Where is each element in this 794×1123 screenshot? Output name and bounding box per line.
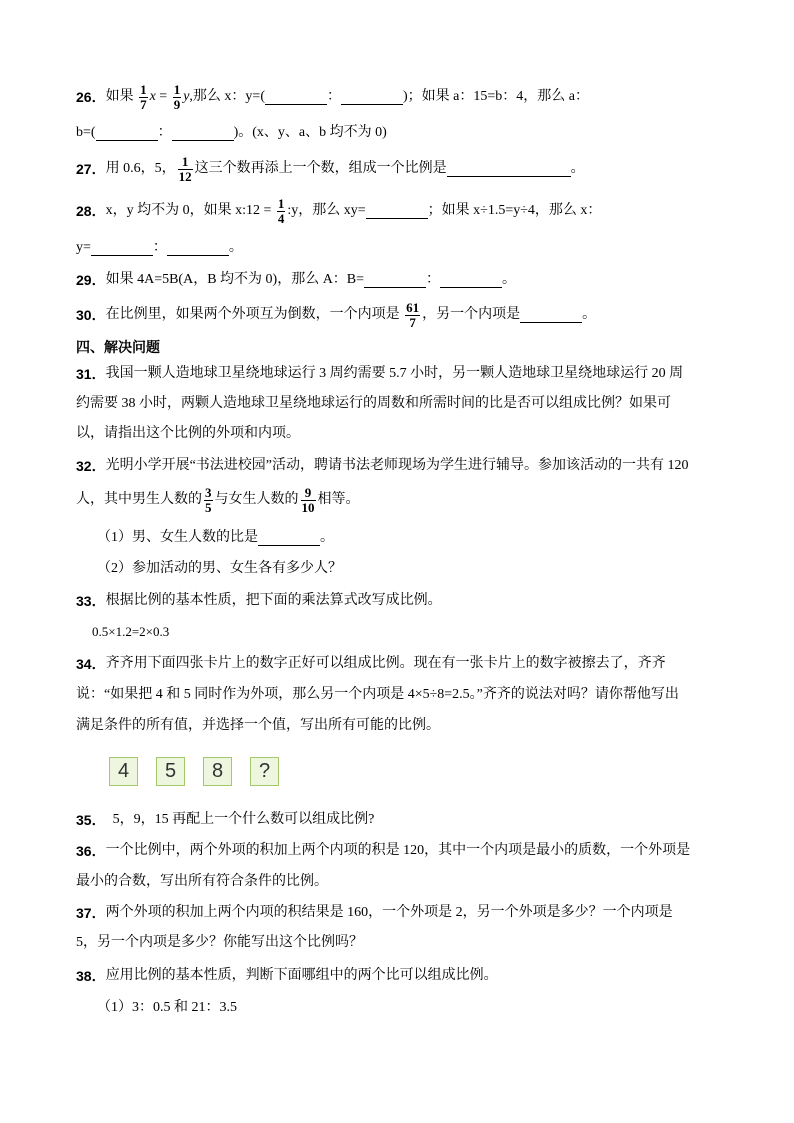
q34-line-2 [76, 685, 679, 705]
number-card-unknown: ? [250, 757, 279, 786]
question-text: )；如果 a：15=b：4，那么 a： [402, 89, 589, 104]
question-text: 。 [570, 161, 585, 176]
fraction-numerator: 1 [178, 155, 193, 170]
q28-line-2 [76, 238, 243, 258]
answer-blank [520, 307, 582, 323]
fraction-denominator: 10 [301, 499, 315, 515]
question-text: 光明小学开展“书法进校园”活动，聘请书法老师现场为学生进行辅导。参加该活动的一共有 120 [105, 458, 689, 473]
fraction-denominator: 7 [409, 314, 416, 330]
question-text: 相等。 [317, 492, 360, 507]
answer-blank [91, 240, 153, 256]
q32-subquestion-1 [97, 528, 334, 548]
question-number: 27． [76, 161, 106, 177]
q29-line-1 [76, 270, 516, 290]
question-text: 如果 4A=5B(A，B 均不为 0)，那么 A：B= [105, 272, 365, 287]
fraction [173, 83, 182, 112]
fraction [301, 486, 316, 515]
fraction-denominator: 5 [205, 499, 212, 515]
question-number: 32． [76, 458, 106, 474]
question-text: ；如果 x÷1.5=y÷4，那么 x： [427, 203, 602, 218]
fraction-numerator: 3 [205, 484, 212, 500]
ratio-colon: ： [157, 125, 172, 140]
question-text: 。 [502, 272, 517, 287]
subquestion-text: （1）男、女生人数的比是 [97, 530, 258, 545]
question-text: 说：“如果把 4 和 5 同时作为外项，那么另一个内项是 4×5÷8=2.5。”齐齐的说法对吗？请你帮他写出 [76, 687, 679, 702]
question-text: )。(x、y、a、b 均不为 0) [233, 125, 387, 140]
question-text: 与女生人数的 [214, 492, 299, 507]
q34-line-3 [76, 716, 440, 736]
answer-blank [258, 530, 320, 546]
number-cards [109, 757, 279, 786]
q27-line-1 [76, 153, 585, 184]
question-number: 36． [76, 843, 106, 859]
fraction-numerator: 1 [140, 81, 147, 97]
q30-line-1 [76, 299, 597, 330]
subquestion-text: （2）参加活动的男、女生各有多少人？ [97, 561, 342, 576]
subquestion-text: （1）3：0.5 和 21：3.5 [97, 1000, 237, 1015]
question-text: 如果 [105, 89, 138, 104]
fraction-numerator: 9 [301, 486, 316, 501]
q36-line-1 [76, 841, 690, 861]
question-text: 5，另一个内项是多少？你能写出这个比例吗？ [76, 935, 363, 950]
fraction-numerator: 1 [173, 81, 181, 97]
q38-subquestion-1 [97, 998, 237, 1018]
q32-subquestion-2 [97, 559, 342, 579]
question-text: 齐齐用下面四张卡片上的数字正好可以组成比例。现在有一张卡片上的数字被擦去了，齐齐 [105, 656, 666, 671]
question-text: x，y 均不为 0，如果 [105, 203, 236, 218]
number-card: 5 [156, 757, 185, 786]
question-number: 31． [76, 366, 106, 382]
q32-line-2 [76, 484, 360, 515]
q35-line-1 [76, 810, 374, 830]
question-number: 38． [76, 968, 106, 984]
question-number: 28． [76, 203, 106, 219]
question-number: 29． [76, 272, 106, 288]
answer-blank [167, 240, 229, 256]
number-card: 4 [109, 757, 138, 786]
q31-line-1 [76, 364, 683, 384]
question-text: 应用比例的基本性质，判断下面哪组中的两个比可以组成比例。 [105, 968, 498, 983]
question-text: 5，9，15 再配上一个什么数可以组成比例? [105, 812, 375, 827]
question-text: 以，请指出这个比例的外项和内项。 [76, 426, 300, 441]
question-text: 满足条件的所有值，并选择一个值，写出所有可能的比例。 [76, 718, 440, 733]
question-text: 两个外项的积加上两个内项的积结果是 160，一个外项是 2，另一个外项是多少？一个内项是 [105, 905, 673, 920]
q33-line-1 [76, 591, 442, 611]
question-number: 34． [76, 656, 106, 672]
question-text: 一个比例中，两个外项的积加上两个内项的积是 120，其中一个内项是最小的质数，一个外项是 [105, 843, 691, 858]
question-text: :y，那么 xy= [287, 203, 366, 218]
fraction-denominator: 12 [178, 168, 192, 184]
answer-blank [366, 203, 428, 219]
question-text: 。 [582, 307, 597, 322]
question-text: 我国一颗人造地球卫星绕地球运行 3 周约需要 5.7 小时，另一颗人造地球卫星绕地球运行 20 周 [105, 366, 684, 381]
section-heading-text: 四、解决问题 [76, 339, 160, 355]
question-text: y= [76, 240, 91, 255]
answer-blank [440, 272, 502, 288]
q26-line-1 [76, 81, 589, 112]
question-number: 30． [76, 307, 106, 323]
q26-line-2 [76, 123, 387, 143]
fraction [204, 486, 213, 515]
question-number: 35． [76, 812, 106, 828]
question-number: 26． [76, 89, 106, 105]
question-text: 约需要 38 小时，两颗人造地球卫星绕地球运行的周数和所需时间的比是否可以组成比例？如果可 [76, 396, 671, 411]
answer-blank [341, 89, 403, 105]
q31-line-2 [76, 394, 671, 414]
fraction-numerator: 1 [277, 195, 285, 211]
question-text: 人，其中男生人数的 [76, 492, 202, 507]
question-text: 最小的合数，写出所有符合条件的比例。 [76, 874, 328, 889]
question-text: ，另一个内项是 [422, 307, 521, 322]
section-heading [76, 337, 160, 357]
q28-line-1 [76, 195, 602, 226]
math-expression: x:12 = [235, 203, 275, 218]
fraction [277, 197, 286, 226]
answer-blank [265, 89, 327, 105]
fraction [139, 83, 148, 112]
math-expression: 0.5×1.2=2×0.3 [92, 624, 170, 639]
fraction-denominator: 7 [140, 96, 147, 112]
answer-blank [447, 161, 571, 177]
q31-line-3 [76, 424, 300, 444]
subquestion-text: 。 [320, 530, 334, 545]
q37-line-2 [76, 933, 363, 953]
equals-sign: = [155, 89, 171, 104]
fraction [178, 155, 193, 184]
ratio-colon: ： [152, 240, 167, 255]
question-number: 33． [76, 593, 106, 609]
fraction-denominator: 4 [277, 210, 285, 226]
question-number: 37． [76, 905, 106, 921]
variable-y: y [183, 89, 190, 104]
q38-line-1 [76, 966, 498, 986]
question-text: 在比例里，如果两个外项互为倒数，一个内项是 [105, 307, 404, 322]
fraction-numerator: 61 [406, 299, 420, 315]
question-text: b=( [76, 125, 96, 140]
question-text: 用 0.6，5， [105, 161, 176, 176]
answer-blank [96, 125, 158, 141]
ratio-colon: ： [326, 89, 341, 104]
question-text: 根据比例的基本性质，把下面的乘法算式改写成比例。 [105, 593, 442, 608]
q36-line-2 [76, 872, 328, 892]
ratio-colon: ： [426, 272, 441, 287]
answer-blank [364, 272, 426, 288]
q37-line-1 [76, 903, 673, 923]
answer-blank [172, 125, 234, 141]
q34-line-1 [76, 654, 666, 674]
fraction [405, 301, 420, 330]
question-text: 这三个数再添上一个数，组成一个比例是 [194, 161, 447, 176]
q33-expression [92, 622, 169, 642]
question-text: ,那么 x：y=( [189, 89, 265, 104]
q32-line-1 [76, 456, 689, 476]
question-text: 。 [228, 240, 243, 255]
variable-x: x [149, 89, 156, 104]
fraction-denominator: 9 [173, 96, 181, 112]
number-card: 8 [203, 757, 232, 786]
